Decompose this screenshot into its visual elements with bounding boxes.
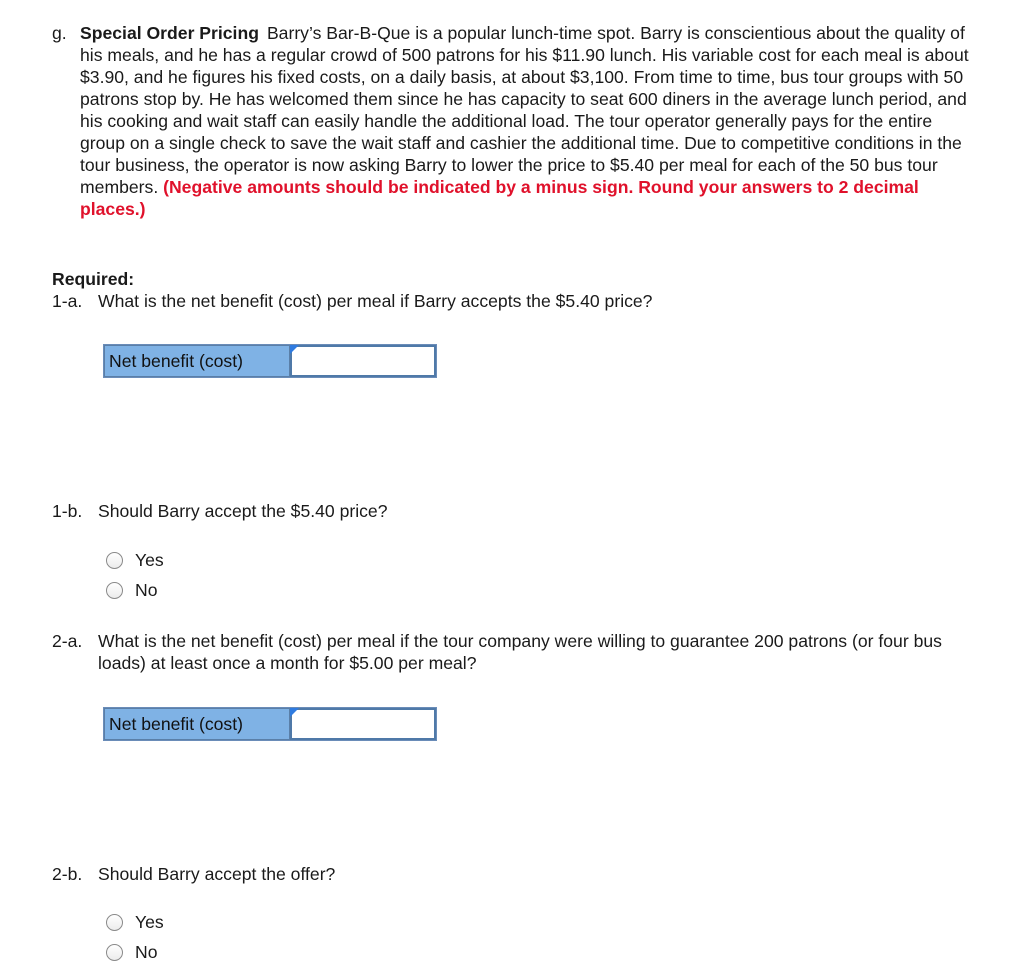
problem-title: Special Order Pricing	[80, 23, 259, 43]
answer-table-1a	[103, 344, 437, 378]
question-1b	[52, 500, 982, 522]
radio-button-icon[interactable]	[106, 582, 123, 599]
answer-cell	[290, 708, 436, 740]
answer-label: Net benefit (cost)	[104, 345, 290, 377]
question-number: 1-a.	[52, 291, 83, 311]
radio-option-yes[interactable]	[106, 907, 164, 937]
answer-table-2a	[103, 707, 437, 741]
problem-instruction: (Negative amounts should be indicated by a minus sign. Round your answers to 2 decimal places.)	[80, 177, 919, 219]
problem-statement	[52, 22, 982, 220]
question-2b	[52, 863, 982, 885]
radio-group-2b	[106, 907, 164, 967]
net-benefit-input-1a[interactable]	[292, 347, 434, 375]
question-text: Should Barry accept the $5.40 price?	[98, 501, 388, 521]
answer-cell	[290, 345, 436, 377]
radio-group-1b	[106, 545, 164, 605]
question-text: What is the net benefit (cost) per meal if the tour company were willing to guarantee 200 patrons (or four bus loads) at least once a month for $5.00 per meal?	[98, 631, 942, 673]
question-text: Should Barry accept the offer?	[98, 864, 336, 884]
radio-label: No	[135, 579, 158, 600]
net-benefit-input-2a[interactable]	[292, 710, 434, 738]
radio-option-yes[interactable]	[106, 545, 164, 575]
question-number: 2-a.	[52, 631, 83, 651]
problem-text: Barry’s Bar-B-Que is a popular lunch-time spot. Barry is conscientious about the quality of his meals, and he has a regular crowd of 500 patrons for his $11.90 lunch. His variable cost for each meal is about $3.90, and he figures his fixed costs, on a daily basis, at about $3,100. From time to time, bus tour groups with 50 patrons stop by. He has welcomed them since he has capacity to seat 600 diners in the average lunch period, and his cooking and wait staff can easily handle the additional load. The tour operator generally pays for the entire group on a single check to save the wait staff and cashier the additional time. Due to competitive conditions in the tour business, the operator is now asking Barry to lower the price to $5.40 per meal for each of the 50 bus tour members.	[80, 23, 969, 197]
problem-letter: g.	[52, 23, 67, 43]
question-2a	[52, 630, 982, 674]
radio-label: Yes	[135, 911, 164, 932]
question-text: What is the net benefit (cost) per meal if Barry accepts the $5.40 price?	[98, 291, 653, 311]
radio-option-no[interactable]	[106, 575, 164, 605]
question-1a	[52, 290, 982, 312]
radio-label: Yes	[135, 549, 164, 570]
question-number: 2-b.	[52, 864, 83, 884]
required-heading: Required:	[52, 269, 135, 289]
radio-button-icon[interactable]	[106, 914, 123, 931]
radio-label: No	[135, 941, 158, 962]
question-number: 1-b.	[52, 501, 83, 521]
problem-body	[80, 22, 982, 220]
radio-button-icon[interactable]	[106, 552, 123, 569]
radio-option-no[interactable]	[106, 937, 164, 967]
answer-label: Net benefit (cost)	[104, 708, 290, 740]
radio-button-icon[interactable]	[106, 944, 123, 961]
